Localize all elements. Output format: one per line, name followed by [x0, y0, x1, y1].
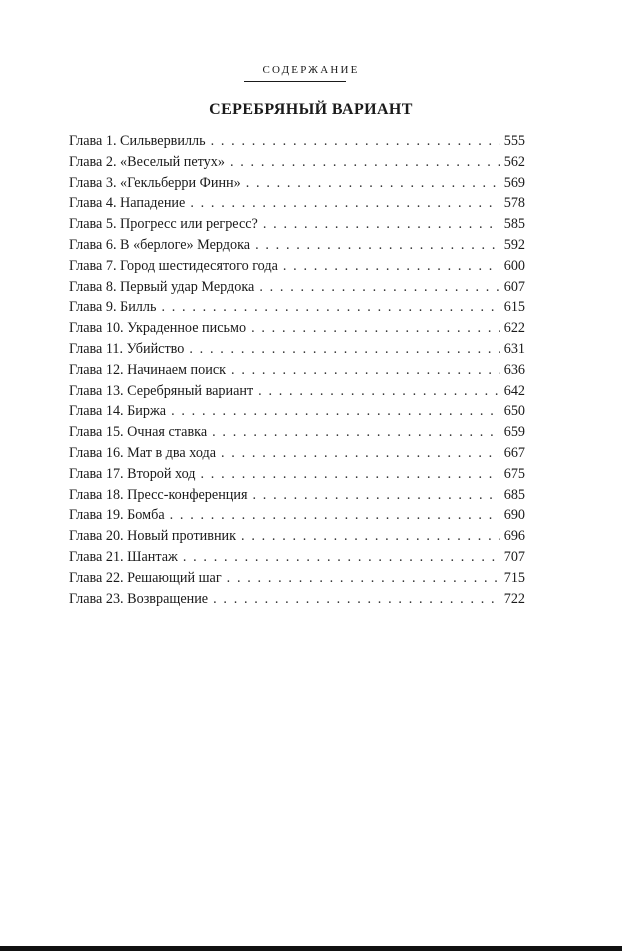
- toc-entry-title: Глава 6. В «берлоге» Мердока: [69, 236, 251, 253]
- toc-dot-leader: [213, 589, 500, 610]
- toc-entry-page-number: 607: [503, 278, 525, 295]
- toc-entry-title: Глава 1. Сильвервилль: [69, 133, 206, 149]
- toc-entry-page-number: 659: [503, 424, 525, 441]
- toc-dot-leader: [190, 193, 499, 214]
- toc-entry-title: Глава 23. Возвращение: [69, 590, 209, 607]
- toc-entry-title: Глава 16. Мат в два хода: [69, 444, 217, 461]
- toc-entry-page-number: 592: [503, 236, 525, 253]
- toc-entry-title: Глава 8. Первый удар Мердока: [69, 278, 255, 295]
- toc-entry: [69, 318, 525, 339]
- toc-entry: [69, 193, 525, 214]
- toc-entry: [69, 214, 525, 235]
- toc-entry-title: Глава 20. Новый противник: [69, 528, 237, 545]
- toc-entry-title: Глава 12. Начинаем поиск: [69, 361, 227, 378]
- toc-entry-title: Глава 21. Шантаж: [69, 548, 178, 565]
- toc-dot-leader: [221, 443, 500, 464]
- table-of-contents: [69, 131, 525, 609]
- toc-entry-title: Глава 4. Нападение: [69, 195, 186, 212]
- toc-entry: [69, 256, 525, 277]
- toc-dot-leader: [183, 547, 500, 568]
- toc-entry: [69, 297, 525, 318]
- toc-entry-title: Глава 11. Убийство: [69, 340, 185, 357]
- toc-entry-page-number: 715: [503, 569, 525, 586]
- toc-entry-page-number: 650: [503, 403, 525, 420]
- toc-entry: [69, 339, 525, 360]
- toc-dot-leader: [258, 381, 500, 402]
- toc-dot-leader: [212, 422, 500, 443]
- toc-entry-title: Глава 17. Второй ход: [69, 465, 196, 482]
- toc-entry-page-number: 722: [503, 590, 525, 607]
- toc-entry-title: Глава 18. Пресс-конференция: [69, 486, 248, 503]
- toc-entry: [69, 131, 525, 152]
- toc-entry-page-number: 585: [503, 216, 525, 233]
- toc-entry-title: Глава 7. Город шестидесятого года: [69, 257, 278, 274]
- toc-dot-leader: [170, 505, 500, 526]
- toc-entry: [69, 277, 525, 298]
- toc-entry-page-number: 569: [503, 174, 525, 191]
- toc-entry: [69, 381, 525, 402]
- toc-entry-title: Глава 3. «Гекльберри Финн»: [69, 174, 241, 191]
- toc-dot-leader: [189, 339, 499, 360]
- toc-entry-page-number: 696: [503, 528, 525, 545]
- toc-entry-title: Глава 10. Украденное письмо: [69, 320, 247, 337]
- toc-entry-title: Глава 2. «Веселый петух»: [69, 153, 225, 170]
- toc-entry-title: Глава 15. Очная ставка: [69, 424, 208, 441]
- toc-entry: [69, 526, 525, 547]
- toc-dot-leader: [230, 152, 500, 173]
- toc-entry-page-number: 578: [503, 195, 525, 212]
- toc-dot-leader: [231, 360, 500, 381]
- toc-dot-leader: [161, 297, 499, 318]
- toc-entry-title: Глава 5. Прогресс или регресс?: [69, 216, 258, 233]
- toc-dot-leader: [251, 318, 500, 339]
- toc-entry-page-number: 622: [503, 320, 525, 337]
- toc-dot-leader: [253, 485, 500, 506]
- header-underline: [244, 81, 346, 82]
- toc-entry-page-number: 636: [503, 361, 525, 378]
- section-title: СЕРЕБРЯНЫЙ ВАРИАНТ: [209, 101, 413, 118]
- toc-entry: [69, 360, 525, 381]
- toc-entry-page-number: 707: [503, 548, 525, 565]
- toc-entry-page-number: 690: [503, 507, 525, 524]
- toc-entry: [69, 443, 525, 464]
- toc-entry-title: Глава 19. Бомба: [69, 507, 165, 524]
- bottom-border: [0, 946, 622, 951]
- toc-dot-leader: [246, 173, 500, 194]
- toc-entry: [69, 152, 525, 173]
- toc-dot-leader: [201, 464, 500, 485]
- toc-entry: [69, 485, 525, 506]
- toc-dot-leader: [171, 401, 500, 422]
- toc-entry: [69, 568, 525, 589]
- toc-entry-page-number: 555: [503, 133, 525, 149]
- toc-entry-title: Глава 9. Билль: [69, 299, 157, 316]
- toc-entry: [69, 464, 525, 485]
- toc-dot-leader: [255, 235, 500, 256]
- toc-entry-page-number: 642: [503, 382, 525, 399]
- toc-entry-page-number: 562: [503, 153, 525, 170]
- toc-dot-leader: [263, 214, 500, 235]
- toc-entry-page-number: 667: [503, 444, 525, 461]
- toc-entry: [69, 401, 525, 422]
- toc-entry: [69, 422, 525, 443]
- toc-entry: [69, 589, 525, 610]
- toc-dot-leader: [241, 526, 500, 547]
- toc-entry-title: Глава 13. Серебряный вариант: [69, 382, 254, 399]
- toc-entry-title: Глава 14. Биржа: [69, 403, 167, 420]
- toc-entry: [69, 235, 525, 256]
- toc-entry-page-number: 685: [503, 486, 525, 503]
- toc-entry-page-number: 675: [503, 465, 525, 482]
- toc-entry: [69, 547, 525, 568]
- toc-dot-leader: [283, 256, 500, 277]
- toc-entry: [69, 173, 525, 194]
- toc-entry: [69, 505, 525, 526]
- toc-dot-leader: [227, 568, 500, 589]
- toc-dot-leader: [211, 131, 500, 152]
- toc-entry-page-number: 615: [503, 299, 525, 316]
- toc-entry-page-number: 631: [503, 340, 525, 357]
- toc-entry-title: Глава 22. Решающий шаг: [69, 569, 222, 586]
- toc-dot-leader: [259, 277, 499, 298]
- toc-entry-page-number: 600: [503, 257, 525, 274]
- running-header: СОДЕРЖАНИЕ: [262, 64, 360, 76]
